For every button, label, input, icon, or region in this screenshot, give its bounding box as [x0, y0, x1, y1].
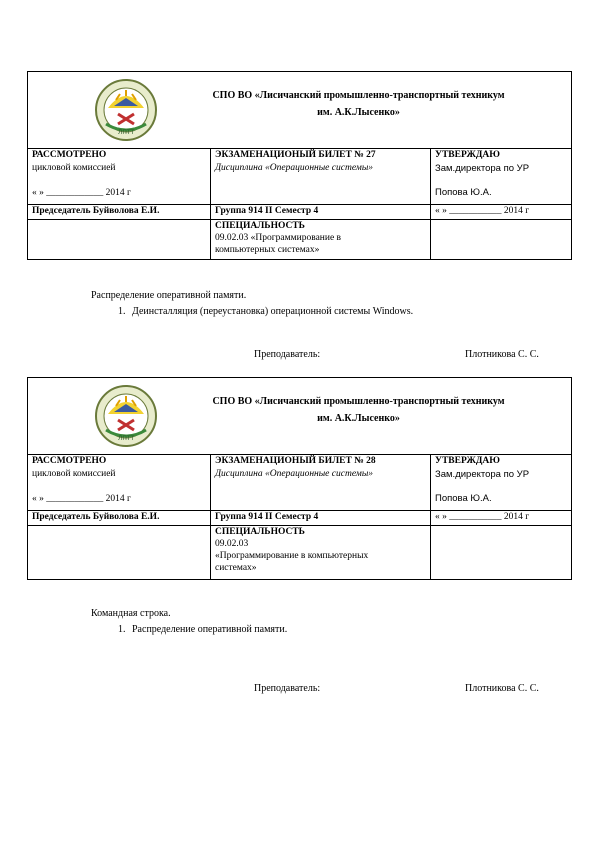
deputy-director-name: Попова Ю.А.: [435, 186, 492, 198]
exam-ticket: [27, 377, 571, 580]
discipline: Дисциплина «Операционные системы»: [215, 162, 374, 173]
specialty-code: 09.02.03: [215, 538, 249, 549]
teacher-label: Преподаватель:: [254, 683, 321, 694]
task-item: [91, 606, 287, 622]
commission-label: цикловой комиссией: [32, 162, 116, 173]
ticket-title: ЭКЗАМЕНАЦИОНЫЙ БИЛЕТ № 28: [215, 456, 376, 466]
approved-cell: [431, 149, 572, 205]
task-item: [91, 622, 287, 638]
ticket-table: [27, 71, 572, 260]
org-line: СПО ВО «Лисичанский промышленно-транспортный техникум: [212, 396, 505, 407]
task-text: Командная строка.: [91, 608, 171, 619]
empty-cell: [431, 525, 572, 579]
teacher-name: Плотникова С. С.: [465, 349, 539, 360]
task-number: 1.: [118, 623, 126, 635]
college-logo-icon: [94, 78, 158, 142]
org-line: им. А.К.Лысенко»: [317, 413, 400, 424]
commission-chair: Председатель Буйволова Е.И.: [28, 511, 211, 526]
empty-cell: [28, 525, 211, 579]
specialty-cell: [211, 525, 431, 579]
organization-name: [156, 393, 561, 427]
specialty-cell: [211, 219, 431, 259]
empty-cell: [431, 219, 572, 259]
ticket-title: ЭКЗАМЕНАЦИОНЫЙ БИЛЕТ № 27: [215, 150, 376, 160]
considered-date: « » ____________ 2014 г: [32, 493, 131, 504]
ticket-header: [28, 72, 572, 149]
svg-text:ЛПТТ: ЛПТТ: [117, 129, 135, 136]
commission-label: цикловой комиссией: [32, 468, 116, 479]
approved-title: УТВЕРЖДАЮ: [435, 150, 500, 160]
specialty-title: СПЕЦИАЛЬНОСТЬ: [215, 220, 305, 231]
ticket-table: [27, 377, 572, 580]
exam-ticket: [27, 71, 571, 260]
task-text: Распределение оперативной памяти.: [132, 623, 288, 635]
task-item: [91, 288, 413, 304]
considered-date: « » ____________ 2014 г: [32, 187, 131, 198]
teacher-name: Плотникова С. С.: [465, 683, 539, 694]
task-number: 1.: [118, 305, 126, 317]
discipline: Дисциплина «Операционные системы»: [215, 468, 374, 479]
approved-title: УТВЕРЖДАЮ: [435, 456, 500, 466]
specialty-title: СПЕЦИАЛЬНОСТЬ: [215, 526, 305, 537]
considered-title: РАССМОТРЕНО: [32, 456, 107, 466]
group-semester: Группа 914 II Семестр 4: [211, 511, 431, 526]
considered-cell: [28, 455, 211, 511]
college-logo-icon: [94, 384, 158, 448]
approved-cell: [431, 455, 572, 511]
empty-cell: [28, 219, 211, 259]
task-text: Распределение оперативной памяти.: [91, 290, 247, 301]
group-semester: Группа 914 II Семестр 4: [211, 205, 431, 220]
teacher-label: Преподаватель:: [254, 349, 321, 360]
approved-date: « » ___________ 2014 г: [431, 511, 572, 526]
task-list: [91, 288, 413, 319]
considered-title: РАССМОТРЕНО: [32, 150, 107, 160]
org-line: им. А.К.Лысенко»: [317, 107, 400, 118]
organization-name: [156, 87, 561, 121]
deputy-director-name: Попова Ю.А.: [435, 492, 492, 504]
deputy-director-label: Зам.директора по УР: [435, 162, 530, 174]
ticket-title-cell: [211, 149, 431, 205]
considered-cell: [28, 149, 211, 205]
commission-chair: Председатель Буйволова Е.И.: [28, 205, 211, 220]
approved-date: « » ___________ 2014 г: [431, 205, 572, 220]
svg-text:ЛПТТ: ЛПТТ: [117, 435, 135, 442]
specialty-name: «Программирование в компьютерных системах»: [215, 550, 369, 573]
org-line: СПО ВО «Лисичанский промышленно-транспортный техникум: [212, 90, 505, 101]
ticket-title-cell: [211, 455, 431, 511]
specialty-code: 09.02.03 «Программирование в: [215, 232, 342, 243]
task-text: Деинсталляция (переустановка) операционной системы Windows.: [132, 305, 414, 317]
specialty-name: компьютерных системах»: [215, 244, 320, 255]
ticket-header: [28, 378, 572, 455]
deputy-director-label: Зам.директора по УР: [435, 468, 530, 480]
task-list: [91, 606, 287, 637]
task-item: [91, 304, 413, 320]
